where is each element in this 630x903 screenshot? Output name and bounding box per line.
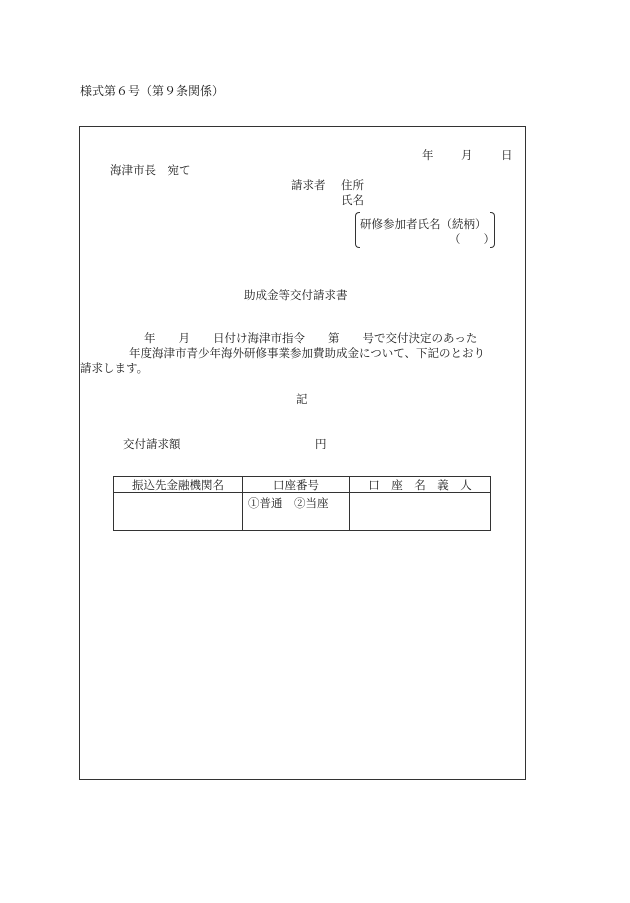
form-label: 様式第６号（第９条関係） — [80, 84, 225, 98]
table-header-row — [114, 477, 491, 493]
body-line-2: 年度海津市青少年海外研修事業参加費助成金について、下記のとおり — [129, 346, 486, 360]
document-title: 助成金等交付請求書 — [244, 288, 348, 302]
account-holder-cell — [350, 493, 491, 531]
table-row — [114, 493, 491, 531]
amount-label: 交付請求額 — [123, 437, 181, 451]
relation-parens: （ ） — [449, 232, 495, 246]
requester-label: 請求者 — [291, 178, 326, 192]
date-month-label: 月 — [461, 148, 473, 162]
body-line-3: 請求します。 — [80, 361, 149, 375]
body-line-1: 年 月 日付け海津市指令 第 号で交付決定のあった — [144, 331, 478, 345]
bank-table — [113, 476, 491, 531]
bank-name-cell — [114, 493, 243, 531]
account-holder-header: 口 座 名 義 人 — [350, 477, 491, 493]
ki-heading: 記 — [296, 392, 308, 406]
participant-label: 研修参加者氏名（続柄） — [360, 217, 487, 231]
account-number-header: 口座番号 — [243, 477, 350, 493]
addressee: 海津市長 宛て — [110, 163, 191, 177]
date-year-label: 年 — [422, 148, 434, 162]
bank-name-header: 振込先金融機関名 — [114, 477, 243, 493]
account-type-cell: ①普通 ②当座 — [243, 493, 350, 531]
date-day-label: 日 — [501, 148, 513, 162]
address-label: 住所 — [341, 178, 364, 192]
name-label: 氏名 — [341, 193, 364, 207]
amount-unit: 円 — [315, 437, 327, 451]
